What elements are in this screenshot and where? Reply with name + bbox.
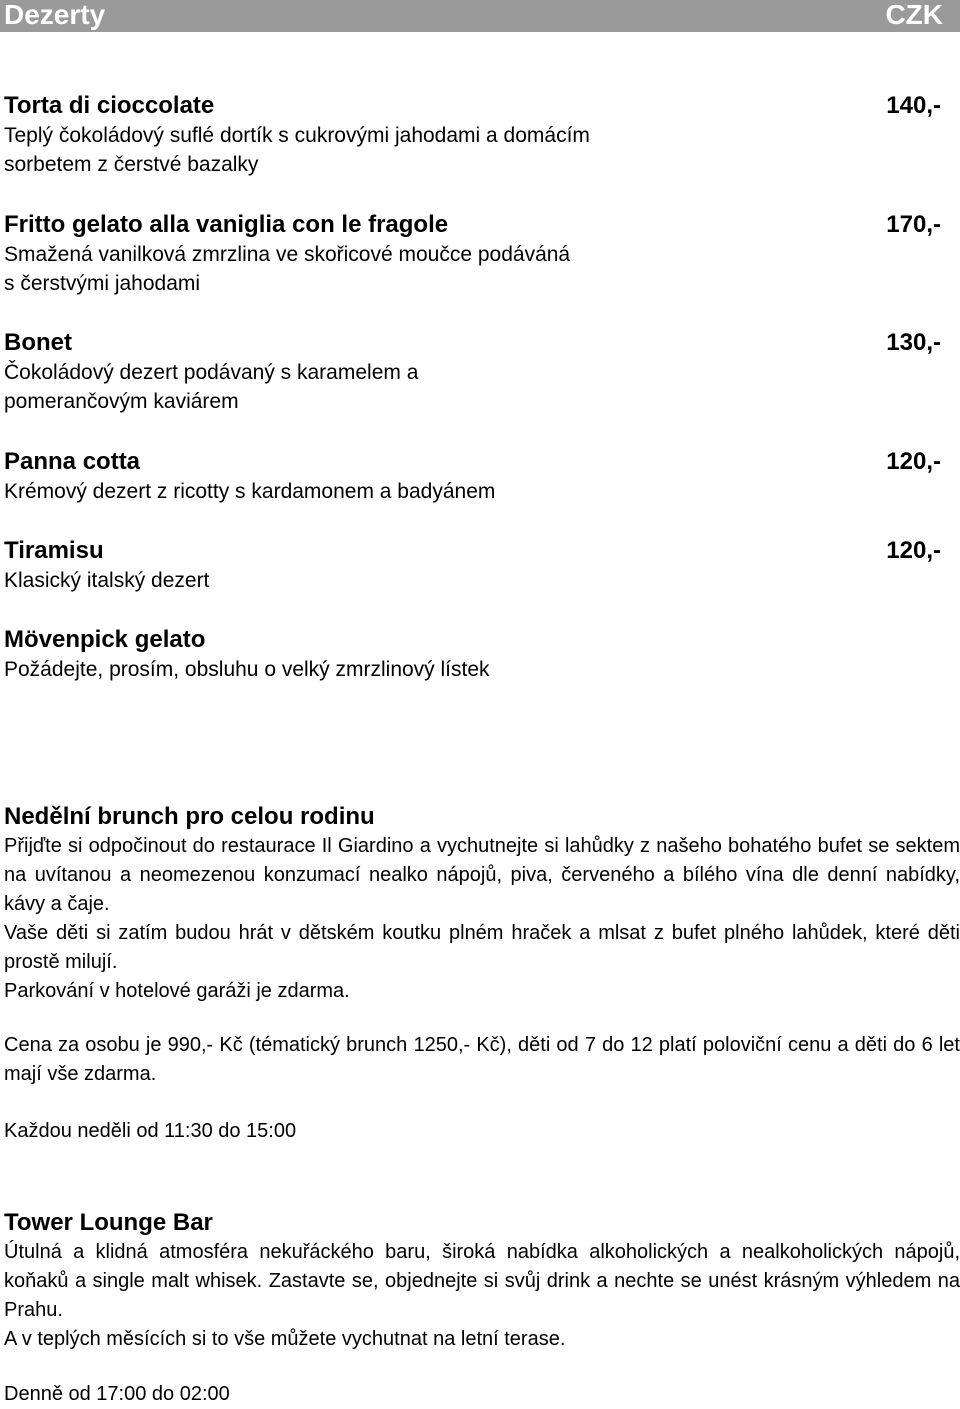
menu-item-name: Panna cotta [4, 448, 141, 475]
menu-item-description: Požádejte, prosím, obsluhu o velký zmrzlinový lístek [4, 658, 490, 681]
menu-item [0, 91, 960, 179]
brunch-parking: Parkování v hotelové garáži je zdarma. [4, 980, 350, 1002]
menu-item [0, 536, 960, 595]
menu-item-price: 130,- [886, 329, 941, 356]
menu-item-description: Smažená vanilková zmrzlina ve skořicové moučce podáváná s čerstvými jahodami [4, 243, 571, 295]
brunch-title: Nedělní brunch pro celou rodinu [4, 803, 375, 830]
menu-item [0, 447, 960, 506]
brunch-price: Cena za osobu je 990,- Kč (tématický brunch 1250,- Kč), děti od 7 do 12 platí poloviční cenu a děti do 6 let mají vše zdarma. [4, 1034, 960, 1085]
menu-item-name: Tiramisu [4, 537, 104, 564]
menu-item-price: 120,- [886, 537, 941, 564]
brunch-section [4, 802, 960, 1006]
section-header [0, 0, 960, 32]
menu-item [0, 625, 960, 684]
menu-item-price: 140,- [886, 92, 941, 119]
menu-item-name: Fritto gelato alla vaniglia con le fragole [4, 211, 449, 238]
menu-item-description: Krémový dezert z ricotty s kardamonem a badyánem [4, 480, 496, 503]
menu-item-name: Bonet [4, 329, 72, 356]
menu-item-description: Klasický italský dezert [4, 569, 210, 592]
brunch-paragraph: Vaše děti si zatím budou hrát v dětském koutku plném hraček a mlsat z bufet plného lahůdek, které děti prostě milují. [4, 922, 960, 973]
menu-item [0, 328, 960, 416]
brunch-hours: Každou neděli od 11:30 do 15:00 [4, 1120, 297, 1142]
currency-label: CZK [885, 0, 943, 30]
menu-item-description: Čokoládový dezert podávaný s karamelem a pomerančovým kaviárem [4, 361, 419, 413]
bar-paragraph: A v teplých měsících si to vše můžete vychutnat na letní terase. [4, 1328, 566, 1350]
brunch-paragraph: Přijďte si odpočinout do restaurace Il Giardino a vychutnejte si lahůdky z našeho bohatého bufet se sektem na uvítanou a neomezenou konzumací nealko nápojů, piva, červeného a bílého vína dle denní nabídky, kávy a čaje. [4, 835, 960, 915]
menu-item-name: Mövenpick gelato [4, 626, 206, 653]
menu-item-description: Teplý čokoládový suflé dortík s cukrovými jahodami a domácím sorbetem z čerstvé bazalky [4, 124, 590, 176]
menu-item-price: 120,- [886, 448, 941, 475]
section-title: Dezerty [4, 0, 106, 30]
menu-item-name: Torta di cioccolate [4, 92, 215, 119]
menu-item-price: 170,- [886, 211, 941, 238]
bar-title: Tower Lounge Bar [4, 1209, 213, 1236]
bar-section [4, 1208, 960, 1354]
bar-hours: Denně od 17:00 do 02:00 [4, 1383, 230, 1405]
brunch-price-section [4, 1031, 960, 1089]
menu-item [0, 210, 960, 298]
bar-paragraph: Útulná a klidná atmosféra nekuřáckého baru, široká nabídka alkoholických a nealkoholických nápojů, koňaků a single malt whisek. Zastavte se, objednejte si svůj drink a nechte se unést krásným výhledem na Prahu. [4, 1241, 960, 1321]
